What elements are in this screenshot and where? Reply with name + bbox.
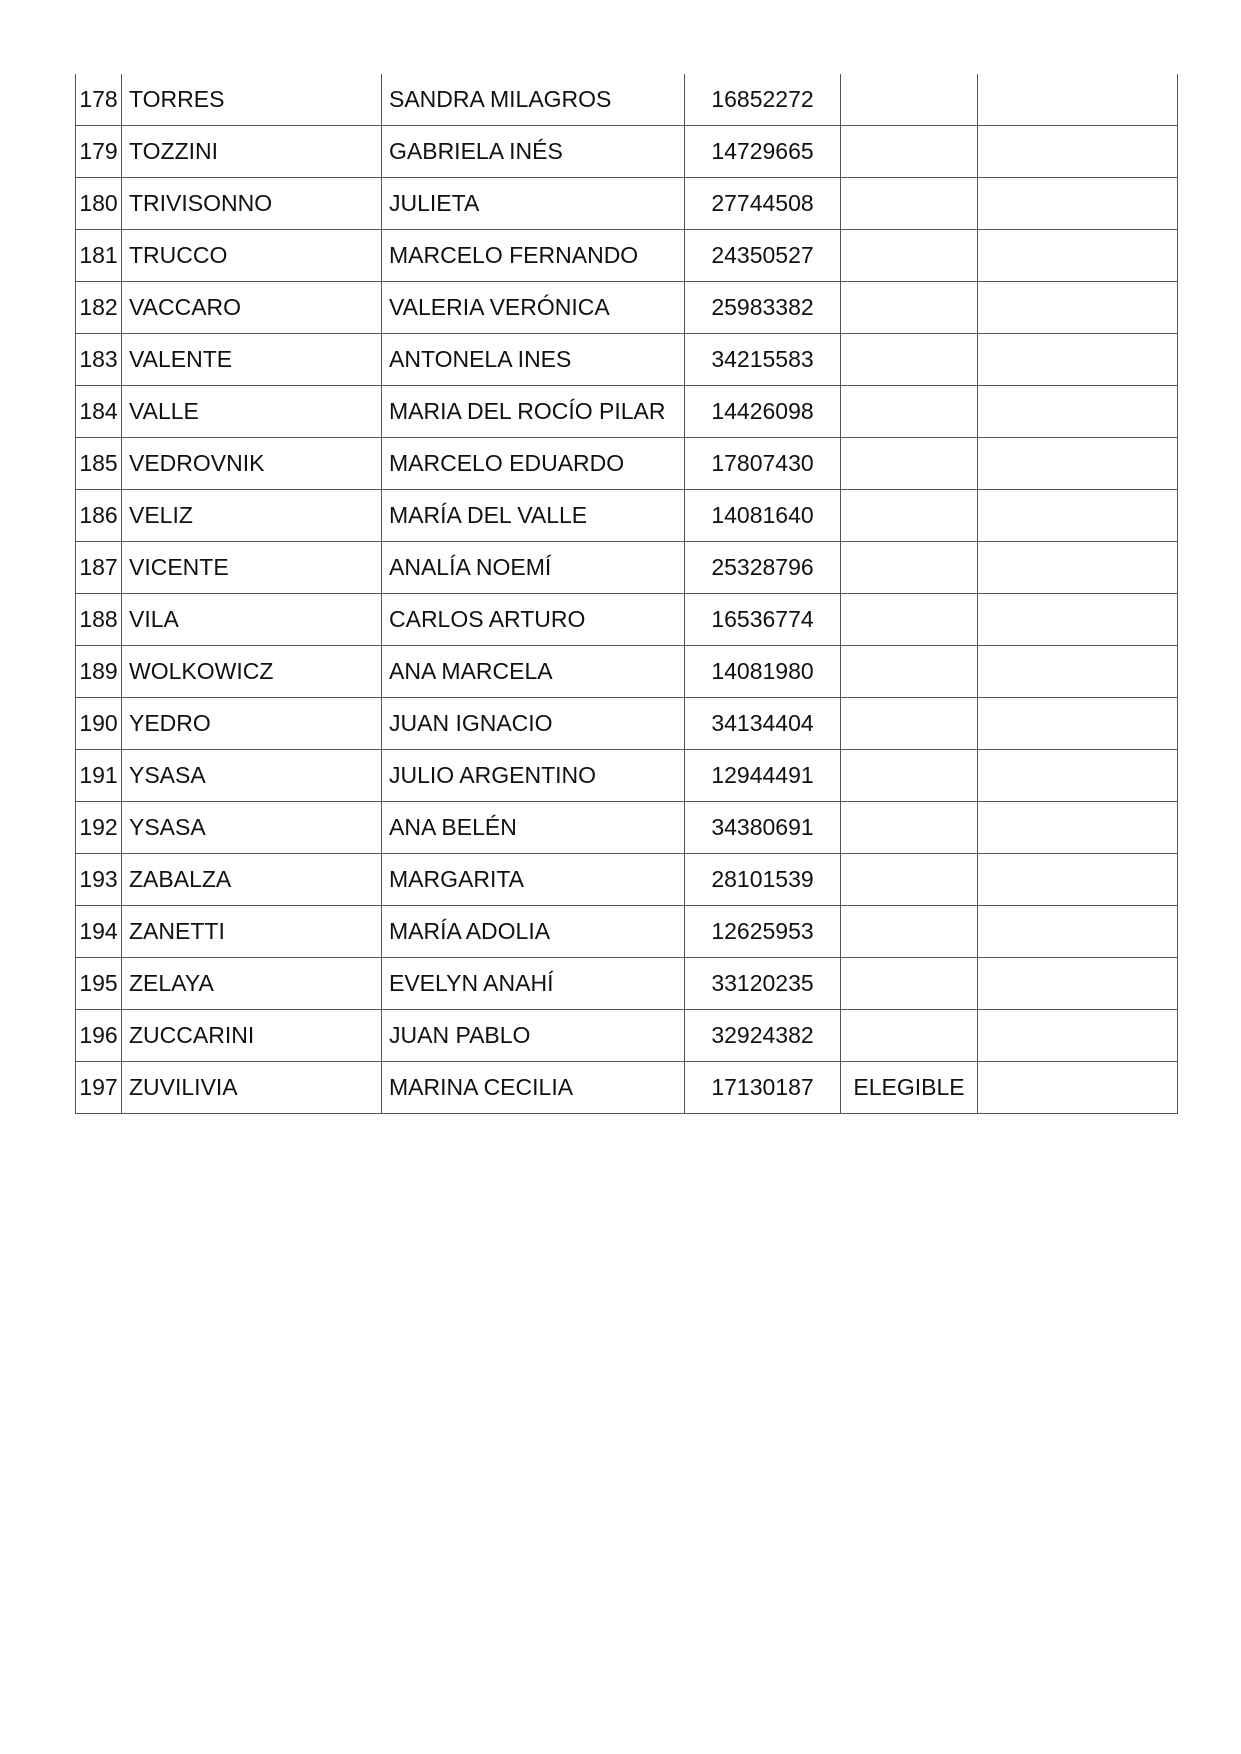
given-names-cell: CARLOS ARTURO — [382, 594, 685, 646]
table-row — [76, 1010, 1178, 1062]
given-names-cell: MARÍA DEL VALLE — [382, 490, 685, 542]
table-row — [76, 386, 1178, 438]
empty-cell — [978, 646, 1178, 698]
empty-cell — [978, 230, 1178, 282]
empty-cell — [978, 490, 1178, 542]
id-number-cell: 24350527 — [685, 230, 841, 282]
table-row — [76, 178, 1178, 230]
empty-cell — [978, 1062, 1178, 1114]
id-number-cell: 16852272 — [685, 74, 841, 126]
given-names-cell: GABRIELA INÉS — [382, 126, 685, 178]
empty-cell — [978, 438, 1178, 490]
empty-cell — [978, 74, 1178, 126]
id-number-cell: 12944491 — [685, 750, 841, 802]
status-cell — [841, 698, 978, 750]
id-number-cell: 17130187 — [685, 1062, 841, 1114]
given-names-cell: ANA MARCELA — [382, 646, 685, 698]
surname-cell: ZUVILIVIA — [122, 1062, 382, 1114]
empty-cell — [978, 334, 1178, 386]
surname-cell: TRUCCO — [122, 230, 382, 282]
surname-cell: VICENTE — [122, 542, 382, 594]
row-number: 188 — [76, 594, 122, 646]
id-number-cell: 17807430 — [685, 438, 841, 490]
surname-cell: ZABALZA — [122, 854, 382, 906]
id-number-cell: 28101539 — [685, 854, 841, 906]
given-names-cell: MARÍA ADOLIA — [382, 906, 685, 958]
table-row — [76, 230, 1178, 282]
id-number-cell: 27744508 — [685, 178, 841, 230]
table-row — [76, 906, 1178, 958]
given-names-cell: ANA BELÉN — [382, 802, 685, 854]
empty-cell — [978, 958, 1178, 1010]
row-number: 183 — [76, 334, 122, 386]
empty-cell — [978, 1010, 1178, 1062]
given-names-cell: EVELYN ANAHÍ — [382, 958, 685, 1010]
status-cell — [841, 802, 978, 854]
table-row — [76, 334, 1178, 386]
empty-cell — [978, 698, 1178, 750]
surname-cell: VACCARO — [122, 282, 382, 334]
row-number: 181 — [76, 230, 122, 282]
surname-cell: VILA — [122, 594, 382, 646]
table-row — [76, 594, 1178, 646]
id-number-cell: 25328796 — [685, 542, 841, 594]
id-number-cell: 25983382 — [685, 282, 841, 334]
surname-cell: YEDRO — [122, 698, 382, 750]
empty-cell — [978, 178, 1178, 230]
empty-cell — [978, 594, 1178, 646]
given-names-cell: JUAN IGNACIO — [382, 698, 685, 750]
table-row — [76, 438, 1178, 490]
given-names-cell: VALERIA VERÓNICA — [382, 282, 685, 334]
given-names-cell: ANTONELA INES — [382, 334, 685, 386]
surname-cell: TOZZINI — [122, 126, 382, 178]
surname-cell: ZELAYA — [122, 958, 382, 1010]
empty-cell — [978, 126, 1178, 178]
status-cell — [841, 906, 978, 958]
row-number: 186 — [76, 490, 122, 542]
surname-cell: ZANETTI — [122, 906, 382, 958]
given-names-cell: MARIA DEL ROCÍO PILAR — [382, 386, 685, 438]
given-names-cell: MARCELO FERNANDO — [382, 230, 685, 282]
id-number-cell: 34134404 — [685, 698, 841, 750]
table-row — [76, 958, 1178, 1010]
id-number-cell: 14081640 — [685, 490, 841, 542]
status-cell — [841, 438, 978, 490]
row-number: 191 — [76, 750, 122, 802]
row-number: 180 — [76, 178, 122, 230]
table-row — [76, 74, 1178, 126]
id-number-cell: 32924382 — [685, 1010, 841, 1062]
empty-cell — [978, 906, 1178, 958]
surname-cell: VELIZ — [122, 490, 382, 542]
id-number-cell: 34215583 — [685, 334, 841, 386]
row-number: 197 — [76, 1062, 122, 1114]
id-number-cell: 12625953 — [685, 906, 841, 958]
id-number-cell: 14081980 — [685, 646, 841, 698]
empty-cell — [978, 802, 1178, 854]
row-number: 178 — [76, 74, 122, 126]
given-names-cell: JULIO ARGENTINO — [382, 750, 685, 802]
status-cell — [841, 230, 978, 282]
table-row — [76, 542, 1178, 594]
surname-cell: YSASA — [122, 750, 382, 802]
row-number: 194 — [76, 906, 122, 958]
status-cell — [841, 334, 978, 386]
table-row — [76, 750, 1178, 802]
id-number-cell: 16536774 — [685, 594, 841, 646]
id-number-cell: 14729665 — [685, 126, 841, 178]
status-cell — [841, 750, 978, 802]
table-row — [76, 1062, 1178, 1114]
status-cell — [841, 74, 978, 126]
given-names-cell: SANDRA MILAGROS — [382, 74, 685, 126]
id-number-cell: 14426098 — [685, 386, 841, 438]
row-number: 189 — [76, 646, 122, 698]
given-names-cell: ANALÍA NOEMÍ — [382, 542, 685, 594]
empty-cell — [978, 386, 1178, 438]
row-number: 190 — [76, 698, 122, 750]
row-number: 196 — [76, 1010, 122, 1062]
row-number: 187 — [76, 542, 122, 594]
row-number: 193 — [76, 854, 122, 906]
given-names-cell: JULIETA — [382, 178, 685, 230]
table-row — [76, 854, 1178, 906]
row-number: 179 — [76, 126, 122, 178]
row-number: 184 — [76, 386, 122, 438]
status-cell — [841, 958, 978, 1010]
surname-cell: TRIVISONNO — [122, 178, 382, 230]
status-cell — [841, 646, 978, 698]
table-row — [76, 282, 1178, 334]
surname-cell: VALLE — [122, 386, 382, 438]
row-number: 192 — [76, 802, 122, 854]
row-number: 182 — [76, 282, 122, 334]
status-cell — [841, 386, 978, 438]
status-cell: ELEGIBLE — [841, 1062, 978, 1114]
status-cell — [841, 542, 978, 594]
status-cell — [841, 854, 978, 906]
table-row — [76, 646, 1178, 698]
roster-table — [75, 74, 1178, 1114]
status-cell — [841, 490, 978, 542]
status-cell — [841, 178, 978, 230]
table-row — [76, 490, 1178, 542]
surname-cell: VALENTE — [122, 334, 382, 386]
table-row — [76, 126, 1178, 178]
surname-cell: TORRES — [122, 74, 382, 126]
id-number-cell: 33120235 — [685, 958, 841, 1010]
status-cell — [841, 126, 978, 178]
empty-cell — [978, 282, 1178, 334]
empty-cell — [978, 542, 1178, 594]
id-number-cell: 34380691 — [685, 802, 841, 854]
table-row — [76, 698, 1178, 750]
empty-cell — [978, 854, 1178, 906]
given-names-cell: MARGARITA — [382, 854, 685, 906]
surname-cell: VEDROVNIK — [122, 438, 382, 490]
status-cell — [841, 1010, 978, 1062]
status-cell — [841, 594, 978, 646]
given-names-cell: MARCELO EDUARDO — [382, 438, 685, 490]
roster-table-body — [76, 74, 1178, 1114]
given-names-cell: JUAN PABLO — [382, 1010, 685, 1062]
surname-cell: YSASA — [122, 802, 382, 854]
surname-cell: WOLKOWICZ — [122, 646, 382, 698]
status-cell — [841, 282, 978, 334]
given-names-cell: MARINA CECILIA — [382, 1062, 685, 1114]
table-row — [76, 802, 1178, 854]
surname-cell: ZUCCARINI — [122, 1010, 382, 1062]
row-number: 195 — [76, 958, 122, 1010]
empty-cell — [978, 750, 1178, 802]
row-number: 185 — [76, 438, 122, 490]
